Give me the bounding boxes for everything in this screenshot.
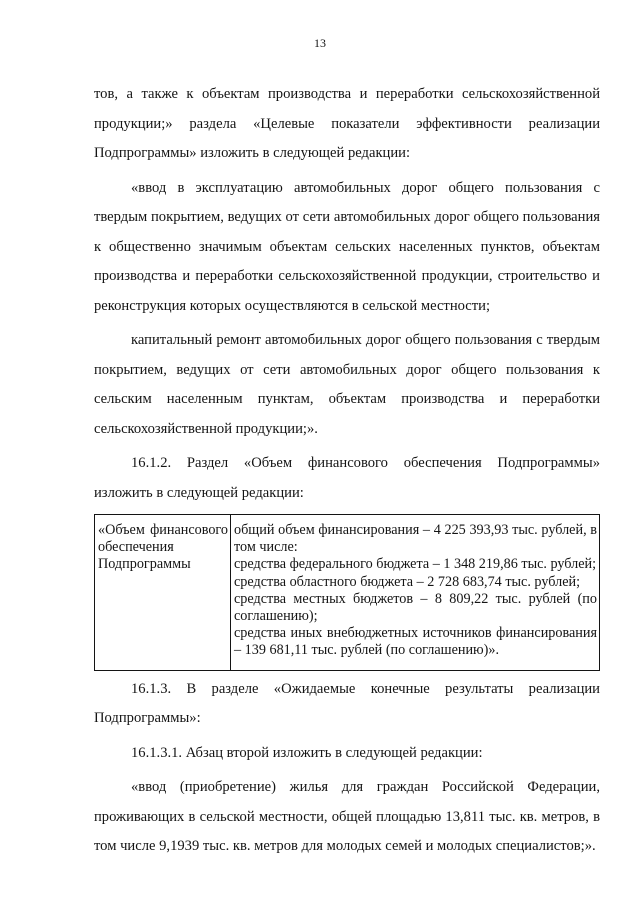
financing-line-local: средства местных бюджетов – 8 809,22 тыс. рублей (по соглашению); (234, 590, 597, 625)
financing-line-total: общий объем финансирования – 4 225 393,93 тыс. рублей, в том числе: (234, 522, 597, 556)
financing-values-cell (231, 515, 600, 671)
paragraph-4: 16.1.2. Раздел «Объем финансового обеспечения Подпрограммы» изложить в следующей редакции: (94, 455, 600, 501)
paragraph-2: «ввод в эксплуатацию автомобильных дорог общего пользования с твердым покрытием, ведущих от сети автомобильных дорог общего пользования к общественно значимым объектам сельских населенных пунктов, объектам производства и переработки сельскохозяйственной продукции, строительство и реконструкция которых осуществляются в сельской местности; (94, 179, 600, 314)
financing-table (94, 514, 600, 671)
paragraph-3: капитальный ремонт автомобильных дорог общего пользования с твердым покрытием, ведущих от сети автомобильных дорог общего пользования к сельским населенным пунктам, объектам производства и переработки сельскохозяйственной продукции;». (94, 332, 600, 437)
paragraph-1: тов, а также к объектам производства и переработки сельскохозяйственной продукции;» раздела «Целевые показатели эффективности реализации Подпрограммы» изложить в следующей редакции: (94, 86, 600, 161)
page-number: 13 (314, 36, 326, 50)
paragraph-7: «ввод (приобретение) жилья для граждан Российской Федерации, проживающих в сельской местности, общей площадью 13,811 тыс. кв. метров, в том числе 9,1939 тыс. кв. метров для молодых семей и молодых специалистов;». (94, 779, 600, 855)
paragraph-6: 16.1.3.1. Абзац второй изложить в следующей редакции: (131, 744, 483, 761)
financing-line-regional: средства областного бюджета – 2 728 683,74 тыс. рублей; (234, 573, 581, 590)
paragraph-5: 16.1.3. В разделе «Ожидаемые конечные результаты реализации Подпрограммы»: (94, 680, 600, 727)
financing-line-federal: средства федерального бюджета – 1 348 219,86 тыс. рублей; (234, 556, 597, 573)
document-body (94, 80, 600, 862)
table-row (95, 515, 600, 671)
financing-label-cell: «Объем финансового обеспечения Подпрограммы (95, 515, 231, 671)
financing-line-extrabudgetary: средства иных внебюджетных источников финансирования – 139 681,11 тыс. рублей (по соглашению)». (234, 625, 597, 659)
